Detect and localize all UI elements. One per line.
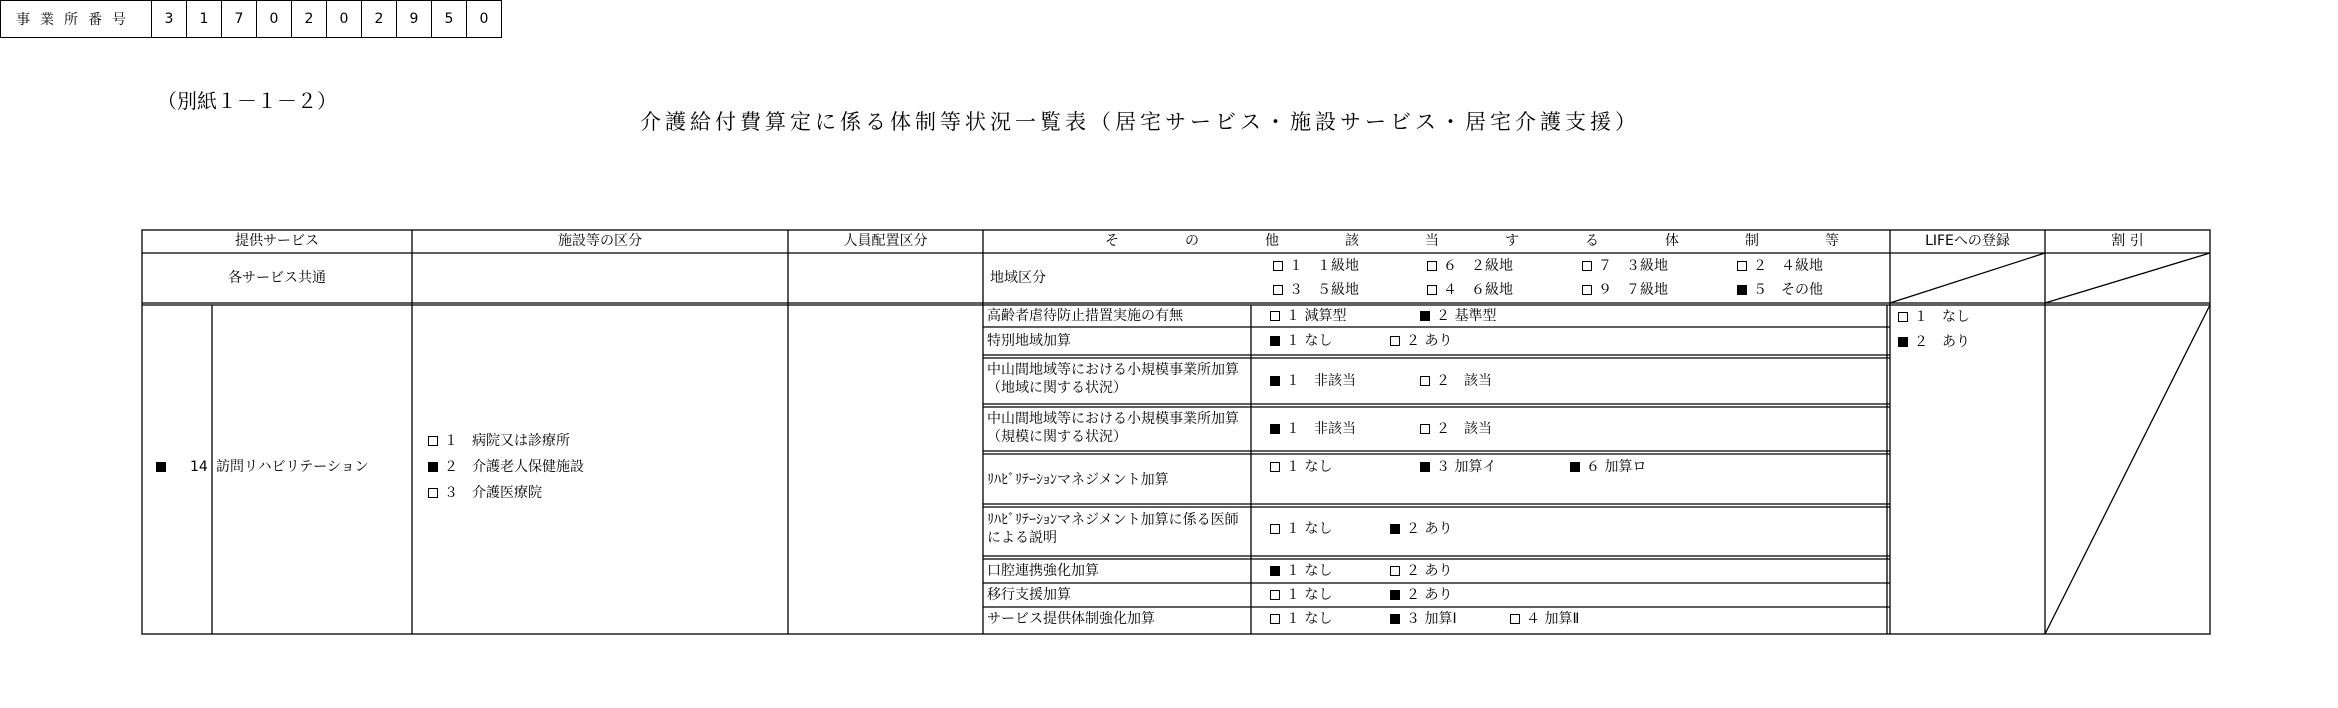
item-options: １ なし ２ あり (1270, 562, 1472, 580)
checkbox[interactable] (1737, 261, 1747, 271)
checkbox[interactable] (1427, 285, 1437, 295)
item-label: ﾘﾊﾋﾞﾘﾃｰｼｮﾝマネジメント加算に係る医師による説明 (987, 512, 1239, 546)
checkbox[interactable] (1270, 524, 1280, 534)
office-number-digit: 0 (467, 1, 502, 38)
checkbox-checked[interactable] (428, 462, 438, 472)
life-slash (1890, 253, 2045, 303)
discount-slash-main (2045, 305, 2210, 634)
checkbox[interactable] (1898, 312, 1908, 322)
office-number-digit: 2 (362, 1, 397, 38)
checkbox-checked[interactable] (1270, 566, 1280, 576)
header-other-2: の (1185, 233, 1199, 249)
service-checkbox[interactable] (156, 458, 172, 476)
region-label: 地域区分 (990, 270, 1046, 286)
header-other-8: 体 (1665, 233, 1679, 249)
header-other-9: 制 (1745, 233, 1759, 249)
checkbox[interactable] (1427, 261, 1437, 271)
office-number-digit: 7 (222, 1, 257, 38)
checkbox[interactable] (1270, 462, 1280, 472)
checkbox-checked[interactable] (1390, 590, 1400, 600)
item-label: 中山間地域等における小規模事業所加算（規模に関する状況） (987, 411, 1239, 445)
item-options: １ 減算型 ２ 基準型 (1270, 307, 1516, 325)
checkbox-checked[interactable] (1570, 462, 1580, 472)
checkbox[interactable] (1270, 590, 1280, 600)
item-label: 特別地域加算 (987, 333, 1071, 349)
common-label: 各サービス共通 (228, 270, 326, 286)
checkbox[interactable] (1273, 261, 1283, 271)
checkbox-checked[interactable] (1270, 376, 1280, 386)
header-other-6: す (1505, 233, 1519, 249)
header-life: LIFEへの登録 (1925, 233, 2010, 249)
header-service: 提供サービス (235, 233, 319, 249)
office-number-digit: 0 (327, 1, 362, 38)
item-label: 移行支援加算 (987, 587, 1071, 603)
facility-option-1: １ 病院又は診療所 (428, 432, 570, 450)
checkbox[interactable] (1420, 424, 1430, 434)
header-other-4: 該 (1345, 233, 1359, 249)
office-number-digit: 0 (257, 1, 292, 38)
checkbox-checked[interactable] (156, 462, 166, 472)
item-options: １ なし ２ あり (1270, 520, 1472, 538)
header-staffing: 人員配置区分 (843, 233, 928, 249)
item-options: １ なし ３ 加算イ ６ 加算ロ (1270, 458, 1666, 476)
checkbox-checked[interactable] (1390, 524, 1400, 534)
checkbox[interactable] (1390, 566, 1400, 576)
item-options: １ 非該当 ２ 該当 (1270, 420, 1512, 438)
item-options: １ なし ２ あり (1270, 332, 1472, 350)
office-number-digit: 1 (187, 1, 222, 38)
checkbox-checked[interactable] (1270, 424, 1280, 434)
discount-slash-top (2045, 253, 2210, 303)
service-code: 14 (190, 459, 208, 475)
sheet-label: （別紙１－１－２） (157, 89, 337, 113)
header-discount: 割 引 (2111, 233, 2144, 249)
item-options: １ 非該当 ２ 該当 (1270, 372, 1512, 390)
checkbox[interactable] (1273, 285, 1283, 295)
header-other-5: 当 (1425, 233, 1439, 249)
facility-option-2: ２ 介護老人保健施設 (428, 458, 584, 476)
checkbox-checked[interactable] (1270, 336, 1280, 346)
page-title: 介護給付費算定に係る体制等状況一覧表（居宅サービス・施設サービス・居宅介護支援） (640, 110, 1640, 134)
checkbox[interactable] (1582, 285, 1592, 295)
checkbox[interactable] (1390, 336, 1400, 346)
life-option-1: １ なし (1898, 308, 1970, 326)
item-options: １ なし ２ あり (1270, 586, 1472, 604)
header-other-7: る (1585, 233, 1599, 249)
checkbox-checked[interactable] (1420, 311, 1430, 321)
item-label: サービス提供体制強化加算 (987, 611, 1155, 627)
service-name: 訪問リハビリテーション (216, 459, 369, 475)
checkbox[interactable] (1420, 376, 1430, 386)
office-number-digit: 5 (432, 1, 467, 38)
item-label: ﾘﾊﾋﾞﾘﾃｰｼｮﾝマネジメント加算 (987, 472, 1169, 488)
office-number-label: 事業所番号 (1, 1, 152, 38)
checkbox-checked[interactable] (1898, 337, 1908, 347)
item-options: １ なし ３ 加算Ⅰ ４ 加算Ⅱ (1270, 610, 1599, 628)
office-number-digit: 3 (152, 1, 187, 38)
region-options-row1: １ １級地 ６ ２級地 ７ ３級地 ２ ４級地 (1273, 257, 1843, 275)
checkbox-checked[interactable] (1390, 614, 1400, 624)
facility-option-3: ３ 介護医療院 (428, 484, 542, 502)
life-option-2: ２ あり (1898, 333, 1970, 351)
header-other-1: そ (1105, 233, 1119, 249)
office-number-digit: 2 (292, 1, 327, 38)
item-label: 口腔連携強化加算 (987, 563, 1099, 579)
item-label: 高齢者虐待防止措置実施の有無 (987, 308, 1183, 324)
checkbox[interactable] (428, 436, 438, 446)
region-options-row2: ３ ５級地 ４ ６級地 ９ ７級地 ５ その他 (1273, 281, 1843, 299)
header-other-3: 他 (1265, 233, 1279, 249)
checkbox[interactable] (1270, 311, 1280, 321)
item-label: 中山間地域等における小規模事業所加算（地域に関する状況） (987, 362, 1239, 396)
header-other-10: 等 (1825, 233, 1839, 249)
checkbox[interactable] (1270, 614, 1280, 624)
checkbox[interactable] (1510, 614, 1520, 624)
checkbox[interactable] (1582, 261, 1592, 271)
header-facility-type: 施設等の区分 (558, 233, 642, 249)
office-number-digit: 9 (397, 1, 432, 38)
checkbox[interactable] (428, 488, 438, 498)
checkbox-checked[interactable] (1737, 285, 1747, 295)
checkbox-checked[interactable] (1420, 462, 1430, 472)
